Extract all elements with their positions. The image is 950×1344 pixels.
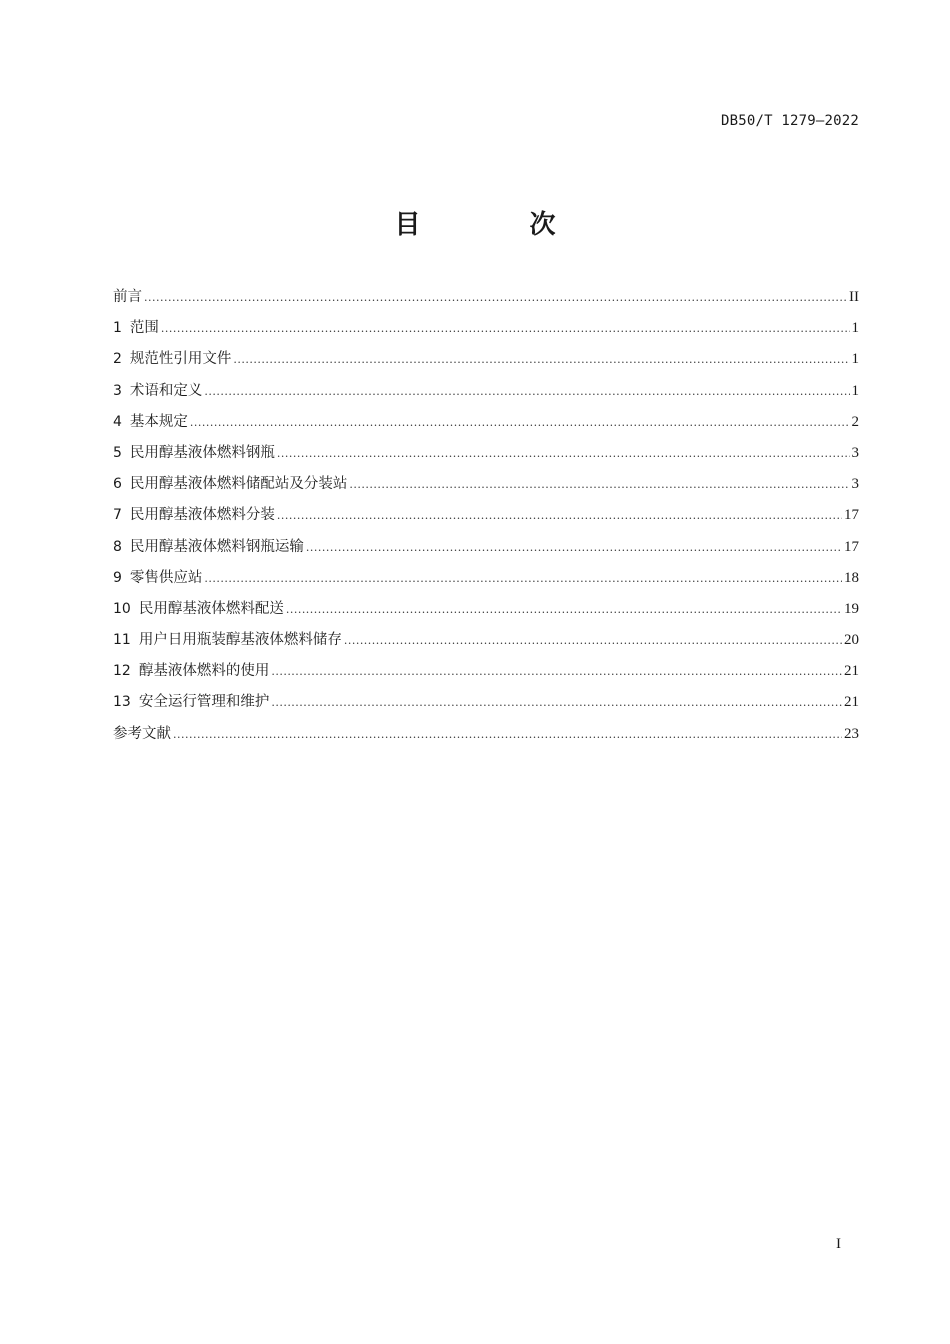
toc-entry-number: 4: [113, 413, 122, 430]
dot-leader: [144, 289, 847, 305]
toc-entry-number: 8: [113, 538, 122, 555]
toc-entry-page: 3: [851, 476, 859, 493]
dot-leader: [286, 601, 842, 617]
dot-leader: [204, 570, 842, 586]
toc-entry-number: 3: [113, 382, 122, 399]
toc-entry-label: 零售供应站: [129, 569, 203, 586]
dot-leader: [349, 476, 849, 492]
toc-entry-number: 12: [113, 663, 131, 680]
dot-leader: [233, 351, 849, 367]
toc-entry-page: 21: [844, 694, 859, 711]
toc-entry-page: 3: [851, 444, 859, 461]
toc-entry-label: 参考文献: [113, 725, 171, 742]
toc-entry-page: 2: [851, 413, 859, 430]
toc-entry-references[interactable]: [113, 722, 859, 753]
toc-entry-page: 20: [844, 632, 859, 649]
toc-entry-4[interactable]: [113, 410, 859, 441]
dot-leader: [173, 726, 842, 742]
toc-entry-8[interactable]: [113, 535, 859, 566]
toc-entry-label: 民用醇基液体燃料配送: [138, 600, 284, 617]
dot-leader: [306, 539, 842, 555]
dot-leader: [204, 383, 849, 399]
toc-entry-6[interactable]: [113, 472, 859, 503]
toc-entry-label: 民用醇基液体燃料钢瓶运输: [129, 538, 304, 555]
toc-entry-number: 10: [113, 600, 131, 617]
toc-entry-number: 11: [113, 632, 131, 649]
document-code: DB50/T 1279—2022: [720, 113, 859, 129]
toc-entry-7[interactable]: [113, 503, 859, 534]
toc-entry-page: 1: [851, 320, 859, 337]
toc-entry-page: 17: [844, 538, 859, 555]
toc-entry-page: 17: [844, 507, 859, 524]
toc-entry-10[interactable]: [113, 597, 859, 628]
toc-entry-9[interactable]: [113, 566, 859, 597]
toc-entry-label: 用户日用瓶装醇基液体燃料储存: [138, 632, 342, 649]
toc-entry-12[interactable]: [113, 659, 859, 690]
toc-entry-page: 19: [844, 600, 859, 617]
toc-entry-page: 21: [844, 663, 859, 680]
toc-entry-number: 6: [113, 476, 122, 493]
toc-entry-page: 1: [851, 351, 859, 368]
toc-entry-number: 1: [113, 320, 122, 337]
toc-entry-label: 范围: [129, 320, 159, 337]
toc-entry-page: II: [849, 289, 859, 305]
toc-entry-label: 规范性引用文件: [129, 351, 232, 368]
toc-entry-label: 醇基液体燃料的使用: [138, 663, 270, 680]
toc-entry-5[interactable]: [113, 441, 859, 472]
dot-leader: [161, 320, 850, 336]
toc-entry-label: 民用醇基液体燃料储配站及分装站: [129, 476, 348, 493]
dot-leader: [190, 414, 850, 430]
toc-entry-label: 民用醇基液体燃料钢瓶: [129, 444, 275, 461]
toc-entry-label: 前言: [113, 289, 142, 305]
page-title: 目 次: [394, 210, 606, 240]
toc-entry-label: 基本规定: [129, 413, 188, 430]
toc-entry-number: 13: [113, 694, 131, 711]
toc-entry-label: 民用醇基液体燃料分装: [129, 507, 275, 524]
toc-entry-label: 安全运行管理和维护: [138, 694, 270, 711]
toc-entry-page: 23: [844, 725, 859, 742]
dot-leader: [344, 632, 842, 648]
toc-entry-page: 18: [844, 569, 859, 586]
dot-leader: [271, 694, 842, 710]
toc-entry-number: 5: [113, 444, 122, 461]
toc-entry-page: 1: [851, 382, 859, 399]
toc-entry-13[interactable]: [113, 690, 859, 721]
toc-entry-number: 7: [113, 507, 122, 524]
toc-entry-foreword[interactable]: [113, 285, 859, 316]
toc-entry-1[interactable]: [113, 316, 859, 347]
dot-leader: [277, 507, 842, 523]
toc-entry-2[interactable]: [113, 347, 859, 378]
table-of-contents: [113, 285, 859, 753]
toc-entry-3[interactable]: [113, 379, 859, 410]
toc-entry-11[interactable]: [113, 628, 859, 659]
toc-entry-number: 2: [113, 351, 122, 368]
toc-entry-label: 术语和定义: [129, 382, 203, 399]
dot-leader: [277, 445, 850, 461]
dot-leader: [271, 663, 842, 679]
toc-entry-number: 9: [113, 569, 122, 586]
page-number: I: [836, 1236, 841, 1252]
